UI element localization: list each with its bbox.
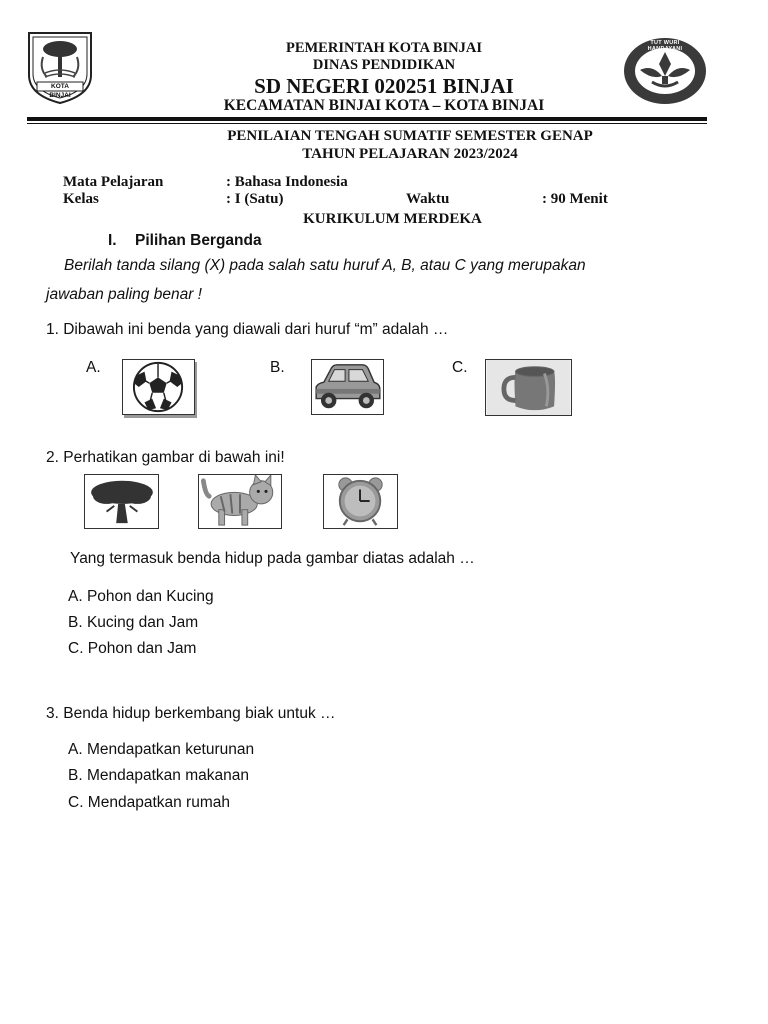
subject-value: : Bahasa Indonesia (226, 174, 348, 190)
government-name: PEMERINTAH KOTA BINJAI (285, 40, 483, 56)
question-2-prompt: Yang termasuk benda hidup pada gambar diatas adalah … (70, 550, 475, 567)
time-label: Waktu (406, 191, 450, 207)
question-2-option-b[interactable]: B. Kucing dan Jam (68, 614, 199, 631)
header-divider-thick (27, 117, 707, 121)
tree-image (84, 474, 159, 529)
question-1-option-b[interactable]: B. (270, 359, 285, 376)
question-2-option-c[interactable]: C. Pohon dan Jam (68, 640, 197, 657)
school-name: SD NEGERI 020251 BINJAI (254, 74, 514, 98)
soccer-ball-image (122, 359, 195, 415)
question-1-option-a[interactable]: A. (86, 359, 101, 376)
logo-motto: TUT WURI HANDAYANI (647, 40, 683, 52)
emblem-caption: KOTA BINJAI (49, 83, 71, 99)
section-number: I. (108, 232, 117, 249)
question-2-text: 2. Perhatikan gambar di bawah ini! (46, 449, 285, 466)
instruction-line-2: jawaban paling benar ! (46, 286, 202, 303)
department-name: DINAS PENDIDIKAN (312, 57, 456, 73)
question-3-option-c[interactable]: C. Mendapatkan rumah (68, 794, 230, 811)
question-3-option-a[interactable]: A. Mendapatkan keturunan (68, 741, 255, 758)
question-2-option-a[interactable]: A. Pohon dan Kucing (68, 588, 214, 605)
question-3-option-b[interactable]: B. Mendapatkan makanan (68, 767, 249, 784)
question-1-text: 1. Dibawah ini benda yang diawali dari huruf “m” adalah … (46, 321, 449, 338)
instruction-line-1: Berilah tanda silang (X) pada salah satu huruf A, B, atau C yang merupakan (64, 257, 586, 274)
question-1-option-c[interactable]: C. (452, 359, 468, 376)
mug-image (485, 359, 572, 416)
exam-title: PENILAIAN TENGAH SUMATIF SEMESTER GENAP (227, 128, 593, 144)
section-title: Pilihan Berganda (135, 232, 262, 249)
question-3-text: 3. Benda hidup berkembang biak untuk … (46, 705, 336, 722)
district-name: KECAMATAN BINJAI KOTA – KOTA BINJAI (223, 97, 545, 114)
tut-wuri-handayani-logo (622, 36, 708, 106)
alarm-clock-image (323, 474, 398, 529)
car-image (311, 359, 384, 415)
class-label: Kelas (63, 191, 99, 207)
class-value: : I (Satu) (226, 191, 284, 207)
subject-label: Mata Pelajaran (63, 174, 164, 190)
curriculum-name: KURIKULUM MERDEKA (303, 211, 482, 227)
time-value: : 90 Menit (542, 191, 608, 207)
header-divider-thin (27, 123, 707, 124)
cat-image (198, 474, 282, 529)
exam-year: TAHUN PELAJARAN 2023/2024 (302, 146, 518, 162)
